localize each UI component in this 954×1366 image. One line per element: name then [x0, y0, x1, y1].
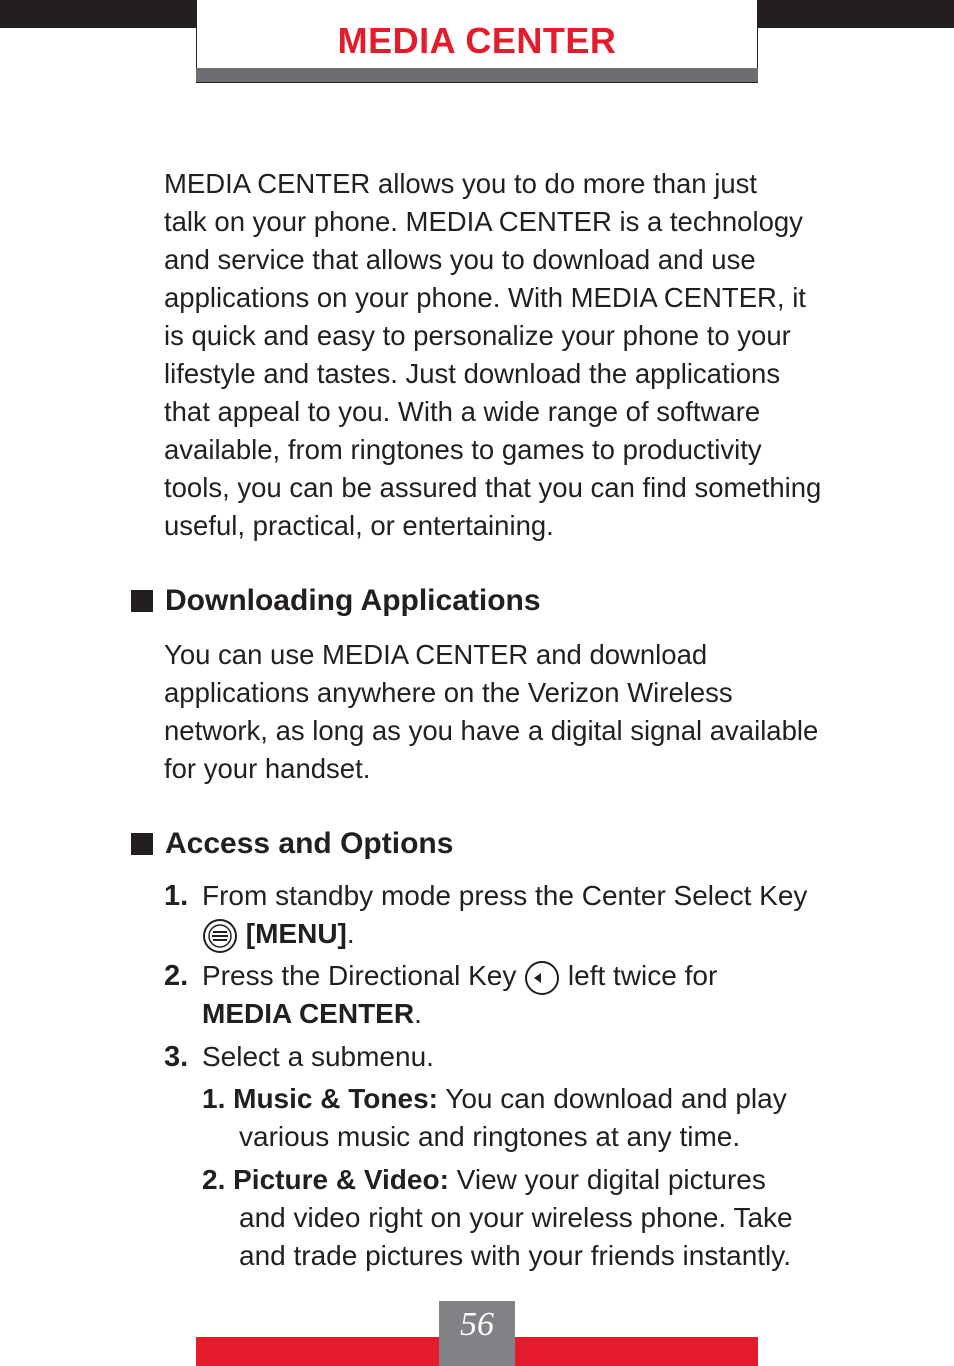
intro-line: available, from ringtones to games to productivity: [164, 434, 762, 465]
page-title: MEDIA CENTER: [337, 20, 617, 61]
section-line: for your handset.: [164, 753, 371, 784]
intro-line: MEDIA CENTER allows you to do more than just: [164, 168, 758, 199]
submenu-line: [202, 1080, 902, 1118]
submenu-label: 1. Music & Tones:: [202, 1083, 438, 1114]
bullet-square-icon: [131, 590, 153, 612]
media-center-label: MEDIA CENTER: [202, 998, 415, 1029]
step-number: 1.: [164, 880, 189, 912]
center-select-key-icon: [202, 918, 238, 954]
step-text-line: [202, 957, 717, 996]
intro-line: that appeal to you. With a wide range of software: [164, 396, 761, 427]
step-text: From standby mode press the Center Select Key: [202, 880, 808, 911]
step-continuation: [202, 995, 422, 1033]
submenu-line: [202, 1161, 902, 1199]
header-bar-right: [758, 0, 954, 28]
step-number: 2.: [164, 960, 189, 992]
intro-line: tools, you can be assured that you can find something: [164, 472, 822, 503]
step-text: Select a submenu.: [202, 1041, 434, 1072]
section-line: applications anywhere on the Verizon Wireless: [164, 677, 733, 708]
step-3: [164, 1038, 904, 1078]
menu-label: [MENU]: [245, 918, 347, 949]
step-continuation: [202, 915, 355, 954]
section-heading-text: Downloading Applications: [165, 584, 541, 617]
header-bar-left: [0, 0, 196, 28]
submenu-item-picture: [202, 1161, 902, 1275]
section-heading-text: Access and Options: [165, 827, 454, 860]
intro-line: talk on your phone. MEDIA CENTER is a technology: [164, 206, 803, 237]
submenu-text: You can download and play: [445, 1083, 787, 1114]
step-number: 3.: [164, 1041, 189, 1073]
intro-line: applications on your phone. With MEDIA CENTER, it: [164, 282, 806, 313]
submenu-text: View your digital pictures: [456, 1164, 766, 1195]
submenu-line: various music and ringtones at any time.: [239, 1121, 741, 1152]
intro-line: lifestyle and tastes. Just download the applications: [164, 358, 781, 389]
header-title-shadow: [196, 68, 758, 83]
submenu-label: 2. Picture & Video:: [202, 1164, 449, 1195]
section-line: network, as long as you have a digital signal available: [164, 715, 819, 746]
page-number: 56: [460, 1306, 494, 1343]
directional-key-left-icon: [524, 960, 560, 996]
submenu-line: and video right on your wireless phone. Take: [239, 1202, 793, 1233]
punctuation: .: [346, 918, 355, 949]
section-heading-access: [131, 825, 453, 863]
section-line: You can use MEDIA CENTER and download: [164, 639, 708, 670]
intro-line: and service that allows you to download and use: [164, 244, 756, 275]
step-text: Press the Directional Key: [202, 960, 517, 991]
section-heading-downloading: [131, 582, 541, 620]
submenu-item-music: [202, 1080, 902, 1156]
punctuation: .: [414, 998, 422, 1029]
intro-line: is quick and easy to personalize your phone to your: [164, 320, 791, 351]
intro-line: useful, practical, or entertaining.: [164, 510, 554, 541]
step-text: left twice for: [567, 960, 718, 991]
bullet-square-icon: [131, 833, 153, 855]
step-2: [164, 957, 904, 1037]
submenu-line: and trade pictures with your friends instantly.: [239, 1240, 791, 1271]
step-1: [164, 877, 904, 957]
